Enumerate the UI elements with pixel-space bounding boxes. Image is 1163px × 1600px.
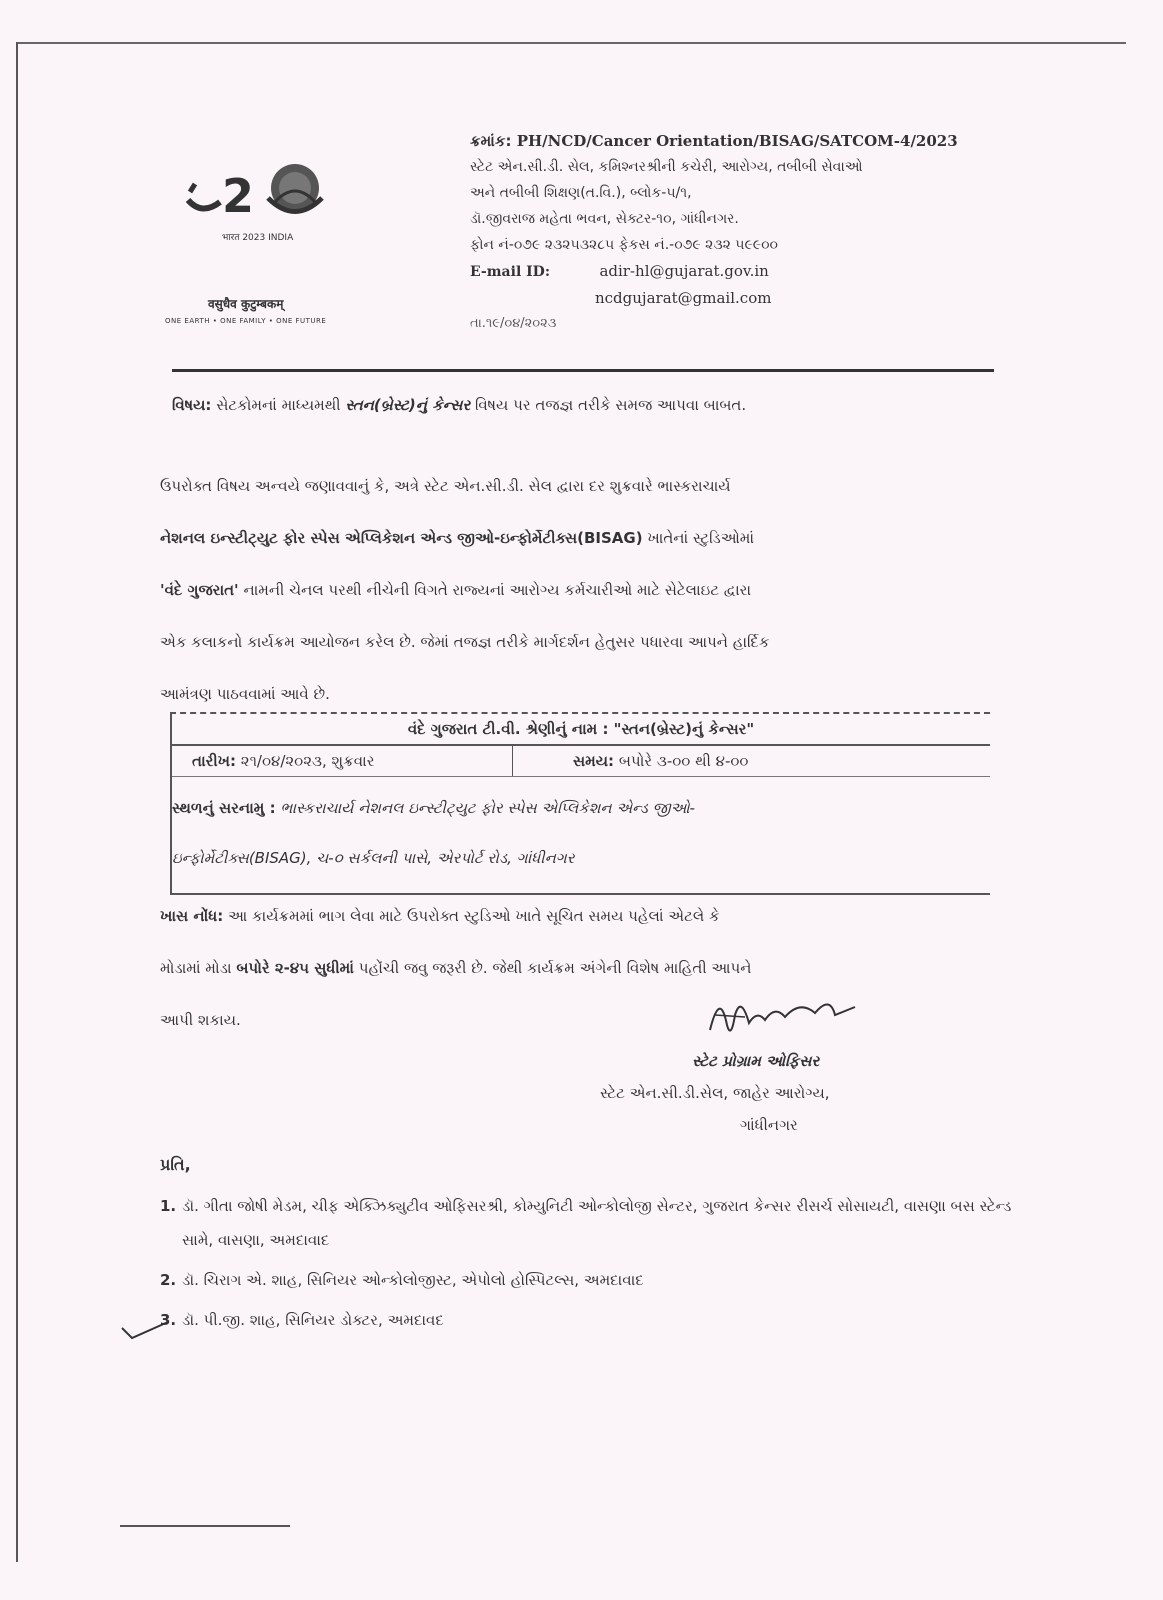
recipient-item [160,1189,1030,1257]
note-deadline: બપોરે ૨-૪૫ સુધીમાં [236,959,354,977]
channel-name: 'વંદે ગુજરાત' [160,581,239,599]
note-line-2-end: પહોંચી જવુ જરૂરી છે. જેથી કાર્યક્રમ અંગેની વિશેષ માહિતી આપને [358,959,752,977]
subject-topic: સ્તન(બ્રેસ્ટ)નું કેન્સર [345,396,471,414]
signatory-title: સ્ટેટ પ્રોગ્રામ ઓફિસર [692,1052,820,1070]
body-line-5: આમંત્રણ પાઠવવામાં આવે છે. [160,685,330,703]
date-cell [172,746,513,776]
logo-motto: वसुधैव कुटुम्बकम् [208,297,284,311]
svg-text:2: 2 [222,169,255,223]
address-line-2: અને તબીબી શિક્ષણ(ત.વિ.), બ્લોક-૫/૧, [470,185,692,201]
venue-line-2: ઇન્ફોર્મેટીક્સ(BISAG), ચ-૦ સર્કલની પાસે, એરપોર્ટ રોડ, ગાંધીનગર [172,849,575,867]
body-line-2-rest: ખાતેનાં સ્ટુડિઓમાં [647,529,755,547]
signature [705,985,865,1045]
signatory-block [600,1045,960,1141]
time-cell [513,746,990,776]
recipient-number: 2. [160,1271,177,1289]
header-divider [172,369,994,372]
lotus-globe-icon [180,150,330,230]
letter-body [160,460,1010,720]
date-label: તારીખ: [192,752,236,770]
date-value: ૨૧/૦૪/૨૦૨૩, શુક્રવાર [240,752,375,770]
program-info-table [170,712,990,895]
note-line-2 [160,942,1010,994]
date-time-row [172,746,990,777]
subject-text-after: વિષય પર તજજ્ઞ તરીકે સમજ આપવા બાબત. [474,396,747,414]
venue-row [172,777,990,893]
recipient-list [160,1189,1030,1337]
email-row [470,258,1090,285]
body-line-3-rest: નામની ચેનલ પરથી નીચેની વિગતે રાજ્યનાં આરોગ્ય કર્મચારીઓ માટે સેટેલાઇટ દ્વારા [243,581,752,599]
subject-label: વિષય: [172,396,212,414]
email-2: ncdgujarat@gmail.com [595,289,772,307]
note-line-1-text: આ કાર્યક્રમમાં ભાગ લેવા માટે ઉપરોક્ત સ્ટુડિઓ ખાતે સૂચિત સમય પહેલાં એટલે કે [228,907,720,925]
subject-text-before: સેટકોમનાં માધ્યમથી [216,396,341,414]
recipients [160,1155,1030,1343]
recipient-text: ડૉ. પી.જી. શાહ, સિનિયર ડોક્ટર, અમદાવદ [182,1311,444,1329]
checkmark-icon [120,1318,170,1342]
venue-line-1-wrap [172,783,990,833]
g20-logo [150,150,360,340]
phone-fax: ફોન નં-૦૭૯ ૨૩૨૫૩૨૮૫ ફેકસ નં.-૦૭૯ ૨૩૨ ૫૯૯૦૦ [470,237,778,253]
institute-name: નેશનલ ઇન્સ્ટીટ્યુટ ફોર સ્પેસ એપ્લિકેશન એન્ડ જીઓ-ઇન્ફોર્મેટીક્સ(BISAG) [160,529,643,547]
note-line-3: આપી શકાય. [160,1011,241,1029]
recipient-text: ડૉ. ચિરાગ એ. શાહ, સિનિયર ઓન્કોલોજીસ્ટ, એપોલો હોસ્પિટલ્સ, અમદાવાદ [182,1271,644,1289]
reference-number [470,128,1090,154]
series-title: વંદે ગુજરાત ટી.વી. શ્રેણીનું નામ : "સ્તન(બ્રેસ્ટ)નું કેન્સર" [172,714,990,746]
signatory-city: ગાંધીનગર [740,1116,798,1134]
body-line-1: ઉપરોક્ત વિષય અન્વયે જણાવવાનું કે, અત્રે સ્ટેટ એન.સી.ડી. સેલ દ્વારા દર શુક્રવારે ભાસ્કરાચાર્ય [160,477,731,495]
logo-caption: भारत 2023 INDIA [222,233,294,243]
signatory-office: સ્ટેટ એન.સી.ડી.સેલ, જાહેર આરોગ્ય, [600,1084,830,1102]
letter-header [470,128,1090,337]
reference-value: PH/NCD/Cancer Orientation/BISAG/SATCOM-4/2023 [516,132,958,150]
address-line-3: ડૉ.જીવરાજ મહેતા ભવન, સેક્ટર-૧૦, ગાંધીનગર. [470,211,739,227]
recipient-text: ડૉ. ગીતા જોષી મેડમ, ચીફ એક્ઝિક્યુટીવ ઓફિસરશ્રી, કોમ્યુનિટી ઓન્કોલોજી સેન્ટર, ગુજરાત કેન્સર રીસર્ચ સોસાયટી, વાસણા બસ સ્ટેન્ડ સામે, વાસણા, અમદાવાદ [182,1197,1012,1249]
note-line-1 [160,890,1010,942]
recipient-item [160,1303,1030,1337]
venue-line-1: ભાસ્કરાચાર્ય નેશનલ ઇન્સ્ટીટ્યુટ ફોર સ્પેસ એપ્લિકેશન એન્ડ જીઓ- [280,799,695,817]
note-label: ખાસ નોંધ: [160,907,224,925]
reference-label: ક્રમાંક: [470,132,512,150]
recipient-number: 3. [160,1311,177,1329]
footer-line [120,1525,290,1527]
recipient-item [160,1263,1030,1297]
body-line-2 [160,512,1010,564]
email-label: E-mail ID: [470,264,550,280]
venue-label: સ્થળનું સરનામુ : [172,799,276,817]
email-1: adir-hl@gujarat.gov.in [599,262,769,280]
logo-tagline: ONE EARTH • ONE FAMILY • ONE FUTURE [165,317,327,325]
body-line-4: એક કલાકનો કાર્યક્રમ આયોજન કરેલ છે. જેમાં તજજ્ઞ તરીકે માર્ગદર્શન હેતુસર પધારવા આપને હાર્દિક [160,633,770,651]
recipients-label: પ્રતિ, [160,1155,191,1174]
body-line-3 [160,564,1010,616]
subject-line [172,396,746,414]
page-border-top [16,42,1126,44]
recipient-number: 1. [160,1197,177,1215]
time-label: સમય: [573,752,615,770]
time-value: બપોરે ૩-૦૦ થી ૪-૦૦ [618,752,749,770]
address-line-1: સ્ટેટ એન.સી.ડી. સેલ, કમિશ્નરશ્રીની કચેરી, આરોગ્ય, તબીબી સેવાઓ [470,159,863,175]
note-line-2-start: મોડામાં મોડા [160,959,232,977]
letter-date: તા.૧૯/૦૪/૨૦૨૩ [470,316,557,331]
page-border-left [16,42,18,1562]
special-note [160,890,1010,1046]
